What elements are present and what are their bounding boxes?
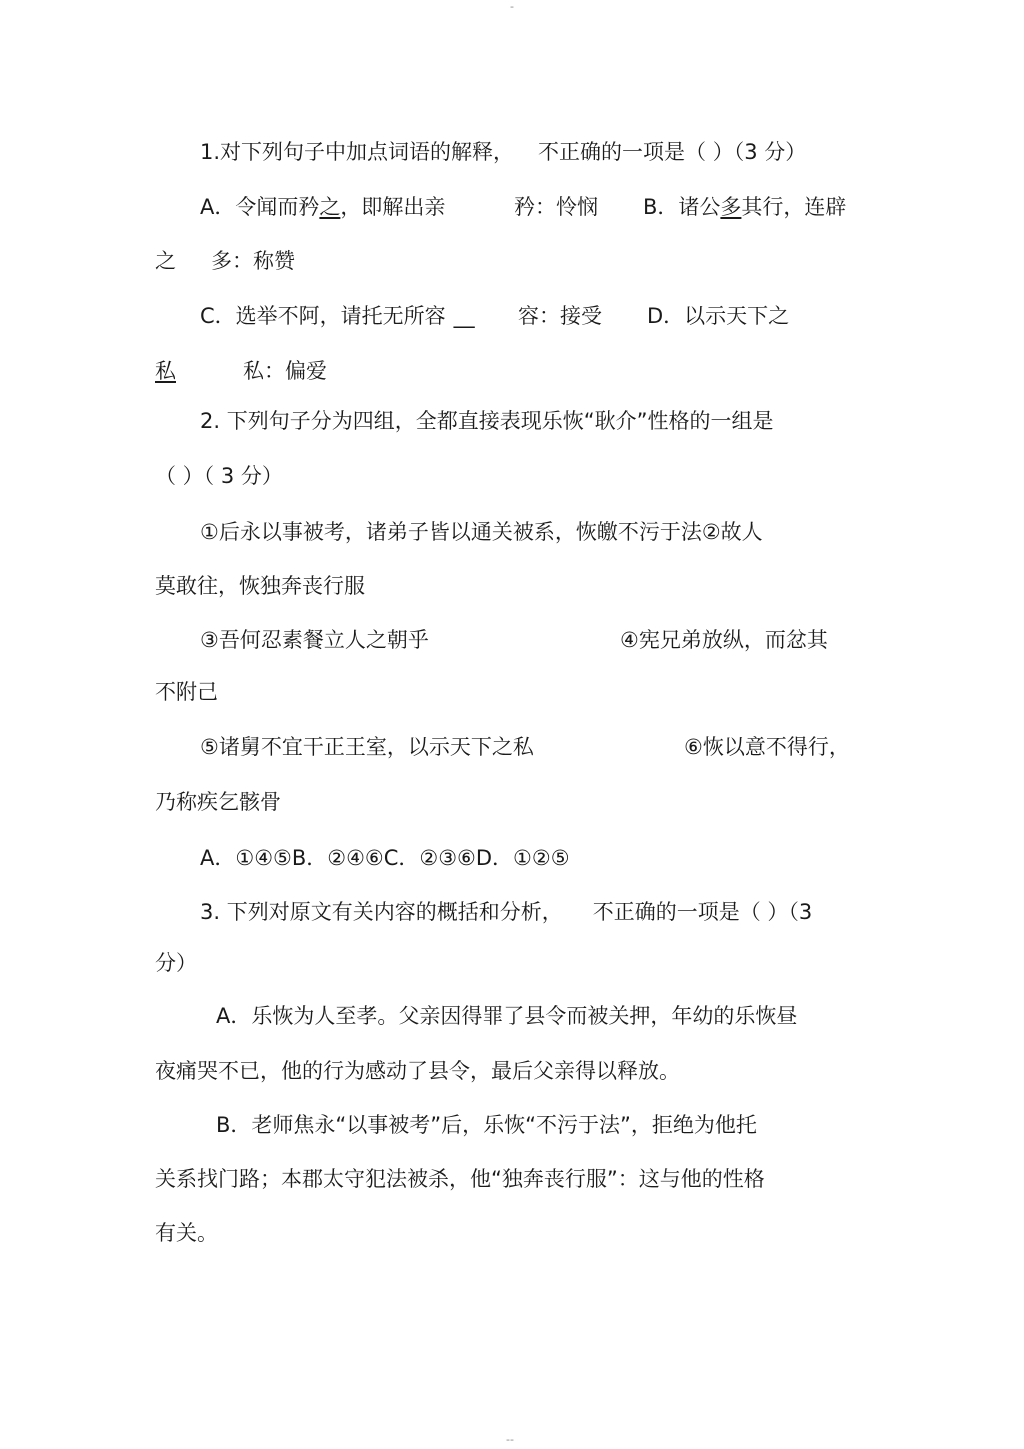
q2-stem-cont: （ ）（ 3 分） [155,464,283,488]
q1-stem-text-b: 不正确的一项是（ ）（3 分） [538,140,807,164]
q1-option-a-dotted-word: 之 [319,195,341,219]
header-mark: - [510,0,514,13]
footer-mark: -- [506,1433,514,1446]
q1-option-d-text: D．以示天下之 [647,304,790,328]
q2-sentence-1-2-cont: 莫敢往，恢独奔丧行服 [155,574,365,598]
q1-stem [200,139,806,165]
q1-option-a-pre: A．令闻而矜 [200,195,320,219]
q1-option-b-pre: B．诸公 [643,195,721,219]
q2-sentence-5: ⑤诸舅不宜干正王室，以示天下之私 [200,735,534,759]
q1-option-a-post: ，即解出亲 [340,195,446,219]
q3-stem-cont: 分） [155,951,197,975]
q3-option-b-line-1: B．老师焦永“以事被考”后，乐恢“不污于法”，拒绝为他托 [216,1113,757,1137]
q2-sentence-6: ⑥恢以意不得行， [684,735,850,759]
q1-option-b-line [643,194,846,220]
q2-sentence-1-2: ①后永以事被考，诸弟子皆以通关被系，恢皦不污于法②故人 [200,520,763,544]
q1-option-d-gloss: 私：偏爱 [243,359,327,383]
q2-sentence-6-cont: 乃称疾乞骸骨 [155,790,281,814]
q2-sentence-3: ③吾何忍素餐立人之朝乎 [200,628,429,652]
q1-option-c-gloss: 容：接受 [518,304,602,328]
q3-option-b-line-3: 有关。 [155,1221,218,1245]
q3-option-a-line-1: A．乐恢为人至孝。父亲因得罪了县令而被关押，年幼的乐恢昼 [216,1004,798,1028]
q3-stem-text-b: 不正确的一项是（ ）（3 [592,900,813,924]
q1-option-b-gloss: 多：称赞 [211,249,295,273]
q3-option-a-line-2: 夜痛哭不已，他的行为感动了县令，最后父亲得以释放。 [155,1059,680,1083]
q1-option-b-dotted-word: 多 [720,195,742,219]
q1-option-a-line [200,194,445,220]
q1-option-a-gloss: 矜：怜悯 [514,195,598,219]
q2-sentence-4-cont: 不附己 [155,680,218,704]
q3-stem-text: 3. 下列对原文有关内容的概括和分析， [200,900,563,924]
q2-options: A．①④⑤B．②④⑥C．②③⑥D．①②⑤ [200,846,570,870]
q3-stem [200,899,812,925]
q2-sentence-4: ④宪兄弟放纵，而忿其 [620,628,828,652]
q1-option-c-blank: __ [453,304,475,328]
q1-stem-text: 1.对下列句子中加点词语的解释， [200,140,515,164]
q1-option-b-cont: 之 [155,249,176,273]
q1-option-c-line [200,303,475,329]
q3-option-b-line-2: 关系找门路；本郡太守犯法被杀，他“独奔丧行服”：这与他的性格 [155,1167,765,1191]
q1-option-d-dotted-word: 私 [155,359,176,383]
q1-option-b-post: 其行，连辟 [741,195,847,219]
q2-stem: 2. 下列句子分为四组，全都直接表现乐恢“耿介”性格的一组是 [200,409,774,433]
q1-option-c-text: C．选举不阿，请托无所容 [200,304,446,328]
